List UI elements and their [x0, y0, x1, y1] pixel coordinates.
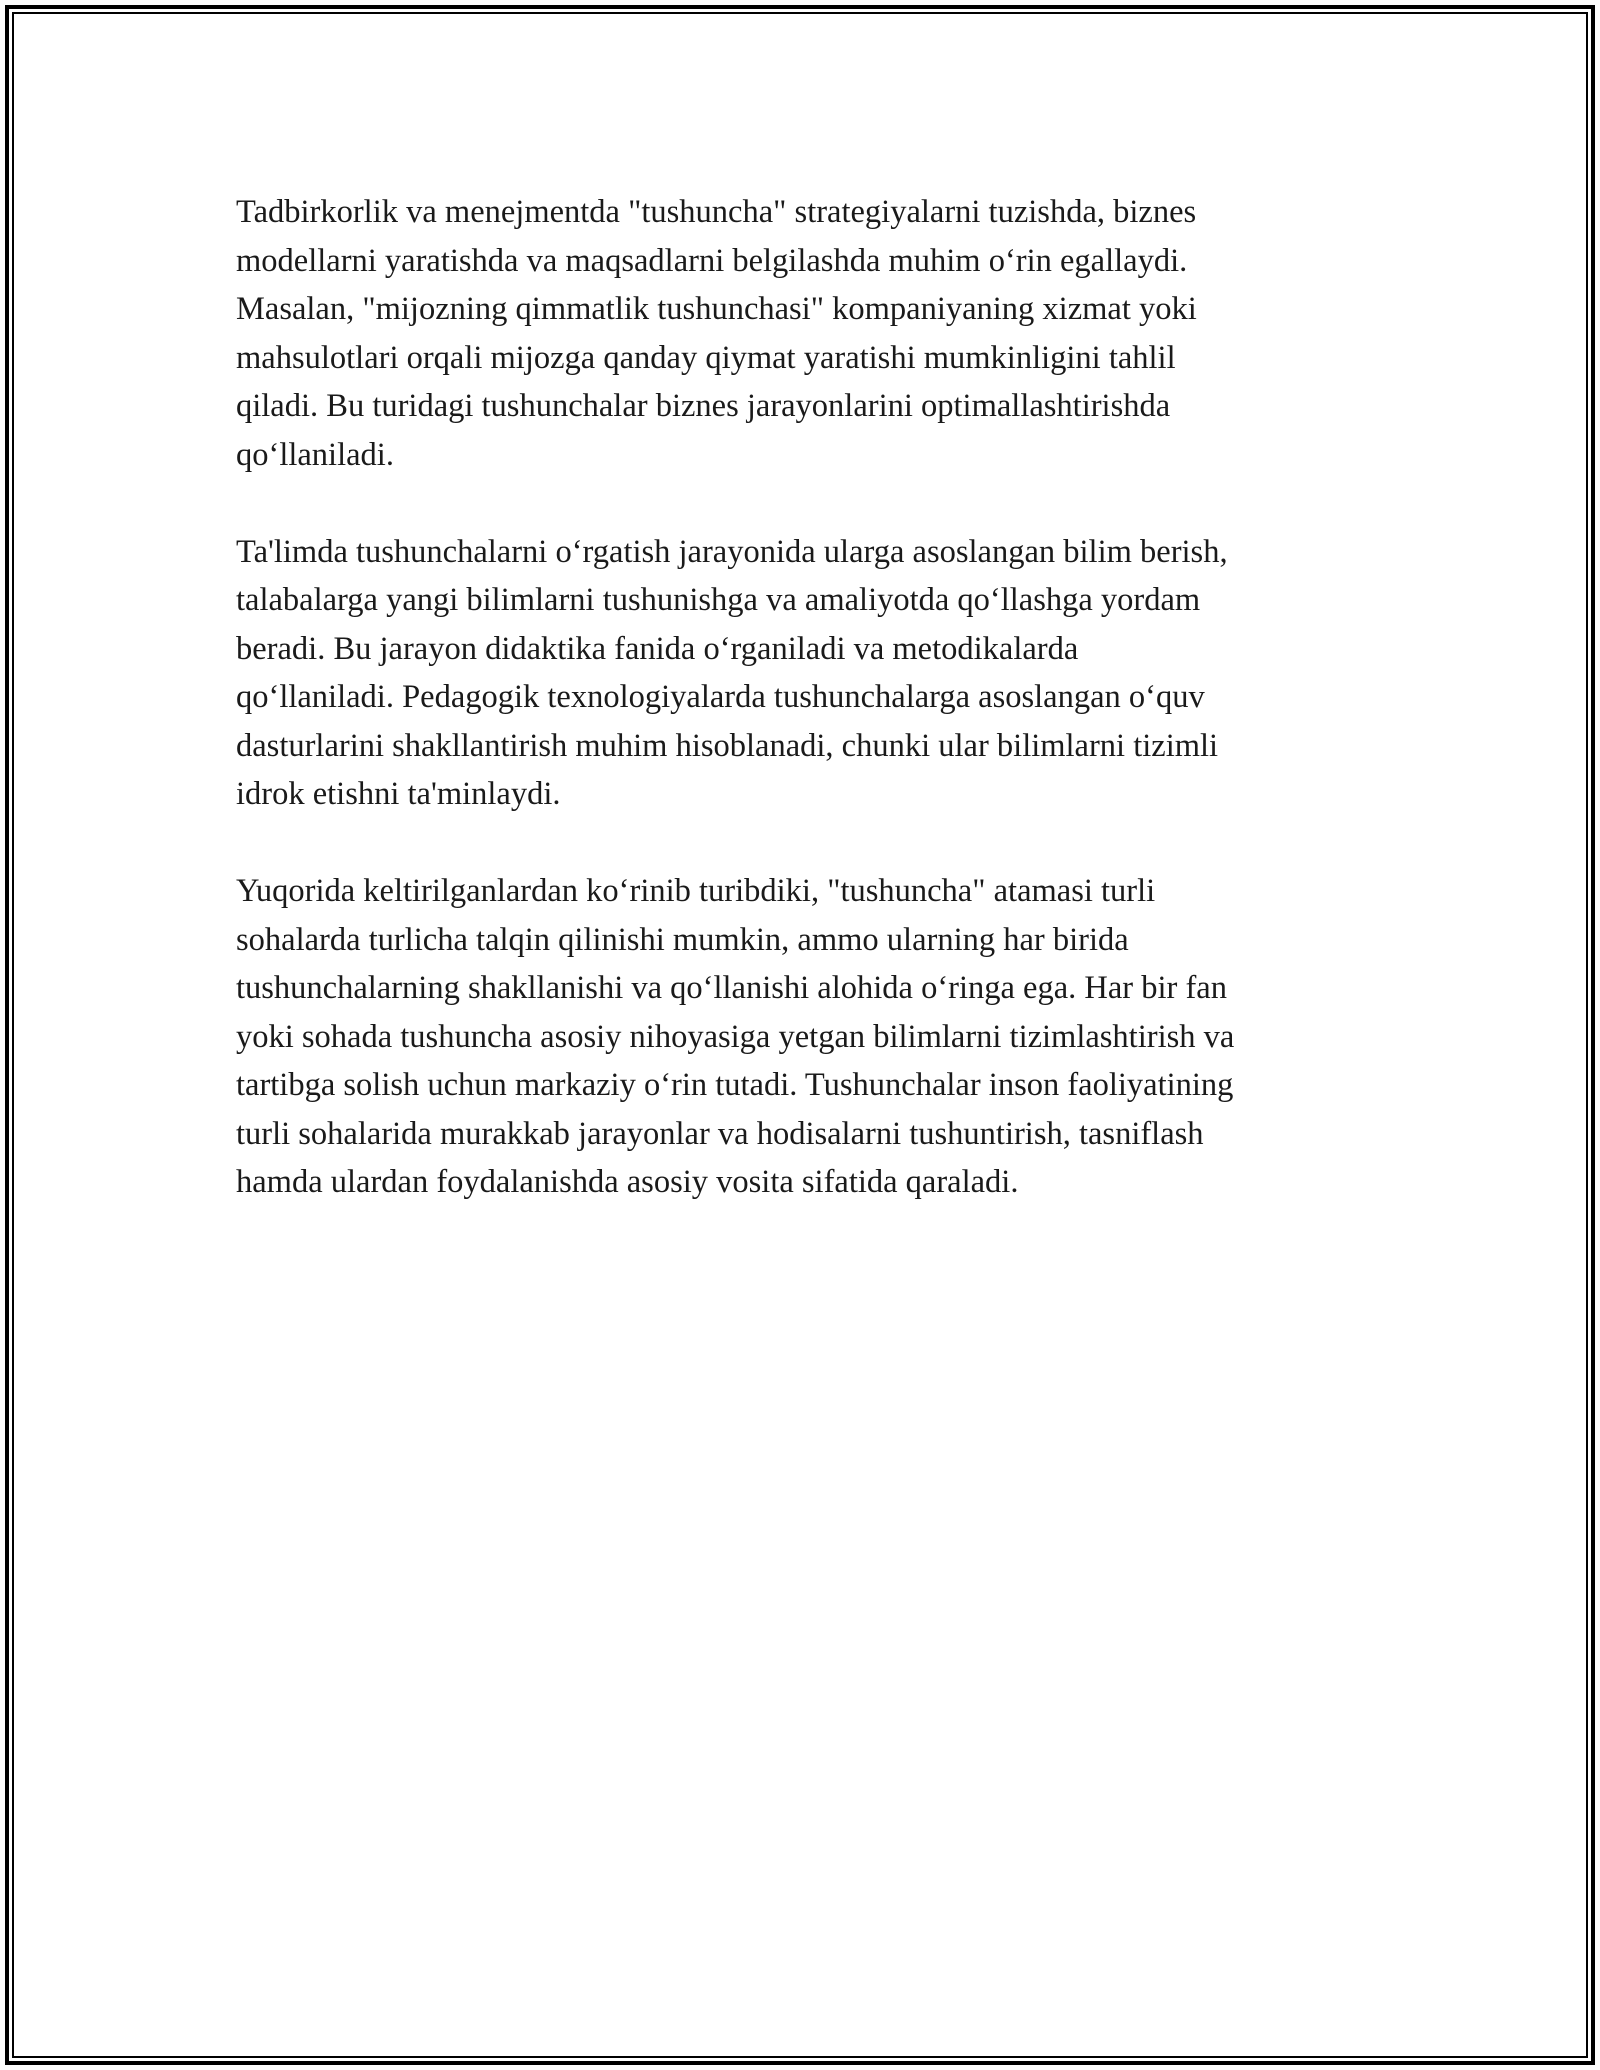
paragraph-education: Ta'limda tushunchalarni o‘rgatish jarayonida ularga asoslangan bilim berish, talabalarga yangi bilimlarni tushunishga va amaliyotda qo‘llashga yordam beradi. Bu jarayon didaktika fanida o‘rganiladi va metodikalarda qo‘llaniladi. Pedagogik texnologiyalarda tushunchalarga asoslangan o‘quv dasturlarini shakllantirish muhim hisoblanadi, chunki ular bilimlarni tizimli idrok etishni ta'minlaydi.: [236, 533, 1228, 812]
paragraph-conclusion: Yuqorida keltirilganlardan ko‘rinib turibdiki, "tushuncha" atamasi turli sohalarda turlicha talqin qilinishi mumkin, ammo ularning har birida tushunchalarning shakllanishi va qo‘llanishi alohida o‘ringa ega. Har bir fan yoki sohada tushuncha asosiy nihoyasiga yetgan bilimlarni tizimlashtirish va tartibga solish uchun markaziy o‘rin tutadi. Tushunchalar inson faoliyatining turli sohalarida murakkab jarayonlar va hodisalarni tushuntirish, tasniflash hamda ulardan foydalanishda asosiy vosita sifatida qaraladi.: [236, 873, 1235, 1200]
document-body: [236, 188, 1376, 1255]
paragraph-business: Tadbirkorlik va menejmentda "tushuncha" strategiyalarni tuzishda, biznes modellarni yaratishda va maqsadlarni belgilashda muhim o‘rin egallaydi. Masalan, "mijozning qimmatlik tushunchasi" kompaniyaning xizmat yoki mahsulotlari orqali mijozga qanday qiymat yaratishi mumkinligini tahlil qiladi. Bu turidagi tushunchalar biznes jarayonlarini optimallashtirishda qo‘llaniladi.: [236, 194, 1197, 473]
